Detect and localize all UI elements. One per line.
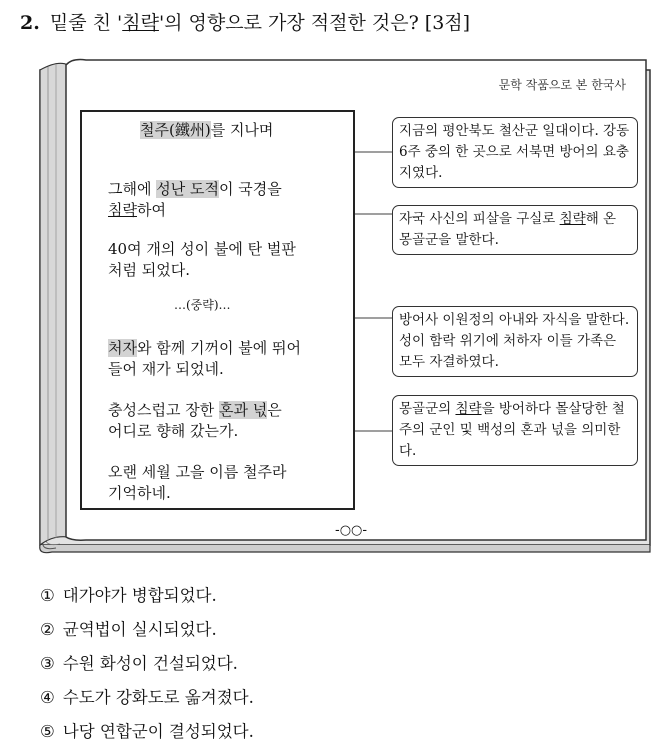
choice-2[interactable] — [40, 616, 217, 640]
question-number: 2. — [20, 12, 40, 34]
choice-number: ③ — [40, 654, 55, 673]
choice-text: 수도가 강화도로 옮겨졌다. — [62, 688, 254, 707]
poem-line: 40여 개의 성이 불에 탄 벌판 — [108, 240, 296, 258]
poem-line-rest: 은 — [267, 401, 282, 419]
stem-post: '의 영향으로 가장 적절한 것은? [3점] — [158, 12, 471, 34]
poem-line — [108, 400, 282, 421]
choice-number: ② — [40, 620, 55, 639]
note-souls — [392, 395, 638, 466]
term-wife-children: 처자 — [108, 339, 137, 357]
term-angry-bandits: 성난 도적 — [156, 180, 219, 198]
note-text: 을 방어하다 몰살당한 철주의 군인 및 백성의 혼과 넋을 의미한다. — [399, 401, 625, 459]
choice-1[interactable] — [40, 582, 217, 606]
poem-line-rest: 와 함께 기꺼이 불에 뛰어 — [136, 339, 301, 357]
poem-line: 오랜 세월 고을 이름 철주라 — [108, 463, 287, 481]
poem-line: 어디로 향해 갔는가. — [108, 422, 239, 440]
poem-line — [108, 338, 301, 359]
poem-line — [108, 179, 282, 200]
book-source-label: 문학 작품으로 본 한국사 — [498, 78, 626, 92]
term-invasion: 침략 — [108, 201, 137, 219]
poem-box — [80, 110, 355, 510]
poem-title — [140, 120, 273, 141]
note-term-invasion: 침략 — [559, 211, 586, 227]
poem-line — [108, 200, 166, 221]
note-term-invasion: 침략 — [455, 401, 482, 417]
poem-line: 기억하네. — [108, 484, 171, 502]
note-text: 해 온 몽골군을 말한다. — [399, 211, 617, 248]
page-number: -○○- — [335, 523, 368, 538]
note-text: 자국 사신의 피살을 구실로 — [399, 211, 560, 227]
question-stem — [20, 8, 470, 35]
note-family: 방어사 이원정의 아내와 자식을 말한다. 성이 함락 위기에 처하자 이들 가족은 모두 자결하였다. — [392, 306, 638, 377]
stem-term: 침략 — [122, 12, 159, 34]
choice-text: 균역법이 실시되었다. — [62, 620, 217, 639]
poem-line: 처럼 되었다. — [108, 261, 190, 279]
choice-3[interactable] — [40, 650, 238, 674]
poem-line-pre: 그해에 — [108, 180, 157, 198]
poem-line-rest: 이 국경을 — [218, 180, 282, 198]
choice-text: 수원 화성이 건설되었다. — [62, 654, 238, 673]
choice-5[interactable] — [40, 718, 254, 742]
stem-pre: 밑줄 친 ' — [49, 12, 123, 34]
poem-line-rest: 하여 — [136, 201, 166, 219]
choice-number: ④ — [40, 688, 55, 707]
poem-title-rest: 를 지나며 — [210, 121, 274, 139]
term-cheolju: 철주(鐵州) — [140, 121, 211, 139]
choice-number: ⑤ — [40, 722, 55, 741]
choice-text: 대가야가 병합되었다. — [62, 586, 217, 605]
note-mongol-army — [392, 205, 638, 255]
term-souls: 혼과 넋 — [218, 401, 268, 419]
poem-omission: …(중략)… — [174, 298, 231, 312]
note-cheolju: 지금의 평안북도 철산군 일대이다. 강동 6주 중의 한 곳으로 서북면 방어의 요충지였다. — [392, 117, 638, 188]
poem-line-pre: 충성스럽고 장한 — [108, 401, 219, 419]
choice-number: ① — [40, 586, 55, 605]
poem-line: 들어 재가 되었네. — [108, 360, 224, 378]
choice-4[interactable] — [40, 684, 254, 708]
note-text: 몽골군의 — [399, 401, 456, 417]
choice-text: 나당 연합군이 결성되었다. — [62, 722, 254, 741]
